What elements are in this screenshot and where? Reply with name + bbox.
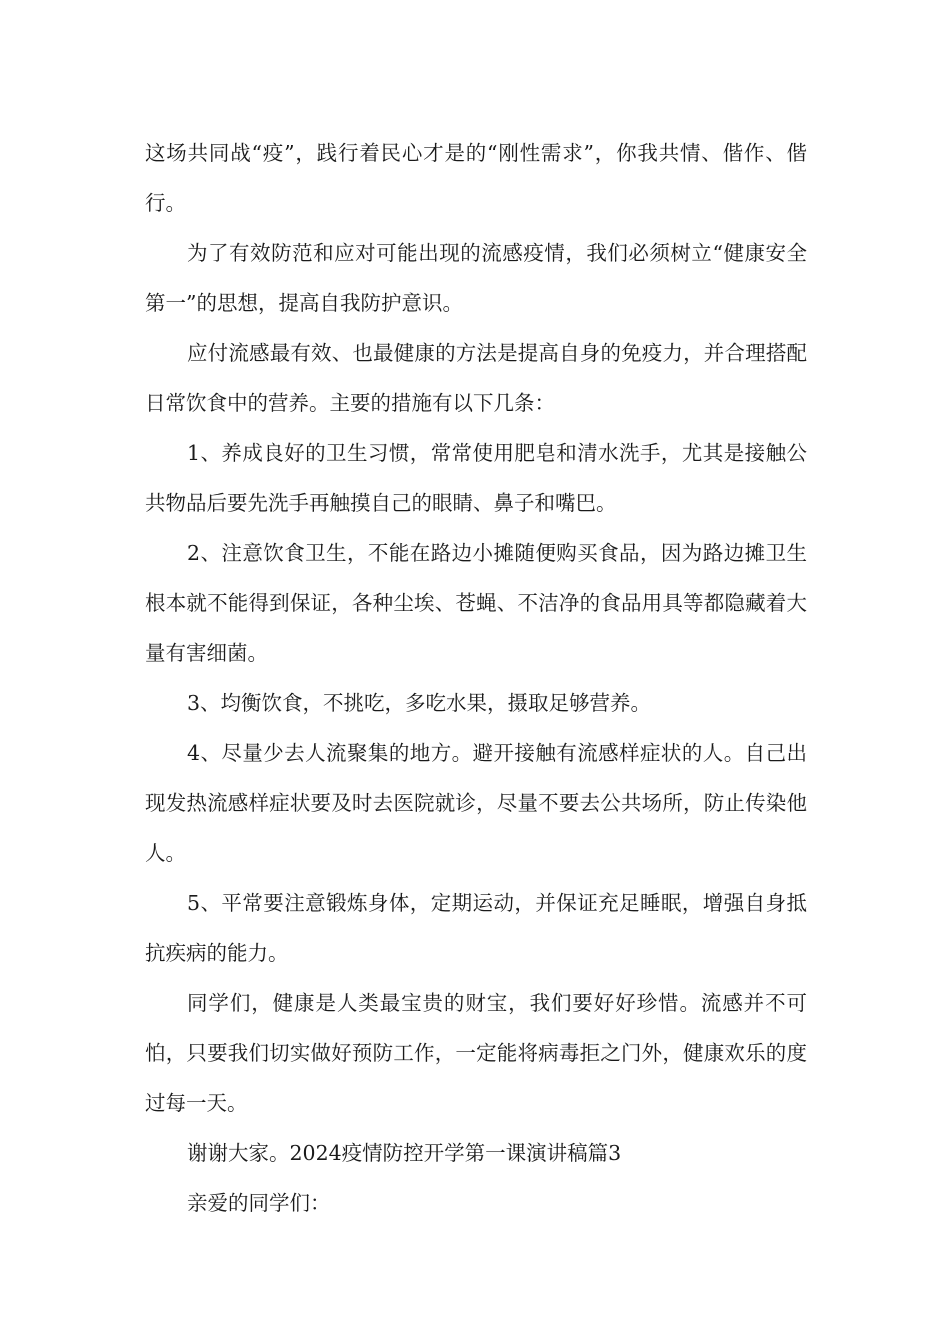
paragraph: 为了有效防范和应对可能出现的流感疫情，我们必须树立“健康安全第一”的思想，提高自我防护意识。 — [145, 241, 807, 315]
paragraph: 同学们，健康是人类最宝贵的财宝，我们要好好珍惜。流感并不可怕，只要我们切实做好预防工作，一定能将病毒拒之门外，健康欢乐的度过每一天。 — [145, 991, 807, 1115]
document-body — [145, 128, 807, 1228]
paragraph: 3、均衡饮食，不挑吃，多吃水果，摄取足够营养。 — [187, 691, 652, 715]
paragraph: 应付流感最有效、也最健康的方法是提高自身的免疫力，并合理搭配日常饮食中的营养。主要的措施有以下几条： — [145, 341, 807, 415]
salutation: 亲爱的同学们： — [187, 1191, 331, 1215]
paragraph: 4、尽量少去人流聚集的地方。避开接触有流感样症状的人。自己出现发热流感样症状要及时去医院就诊，尽量不要去公共场所，防止传染他人。 — [145, 741, 807, 865]
paragraph: 2、注意饮食卫生，不能在路边小摊随便购买食品，因为路边摊卫生根本就不能得到保证，各种尘埃、苍蝇、不洁净的食品用具等都隐藏着大量有害细菌。 — [145, 541, 807, 665]
paragraph: 1、养成良好的卫生习惯，常常使用肥皂和清水洗手，尤其是接触公共物品后要先洗手再触摸自己的眼睛、鼻子和嘴巴。 — [145, 441, 807, 515]
section-heading: 谢谢大家。2024疫情防控开学第一课演讲稿篇3 — [187, 1141, 622, 1165]
paragraph: 这场共同战“疫”，践行着民心才是的“刚性需求”，你我共情、偕作、偕行。 — [145, 141, 807, 215]
paragraph: 5、平常要注意锻炼身体，定期运动，并保证充足睡眠，增强自身抵抗疾病的能力。 — [145, 891, 807, 965]
